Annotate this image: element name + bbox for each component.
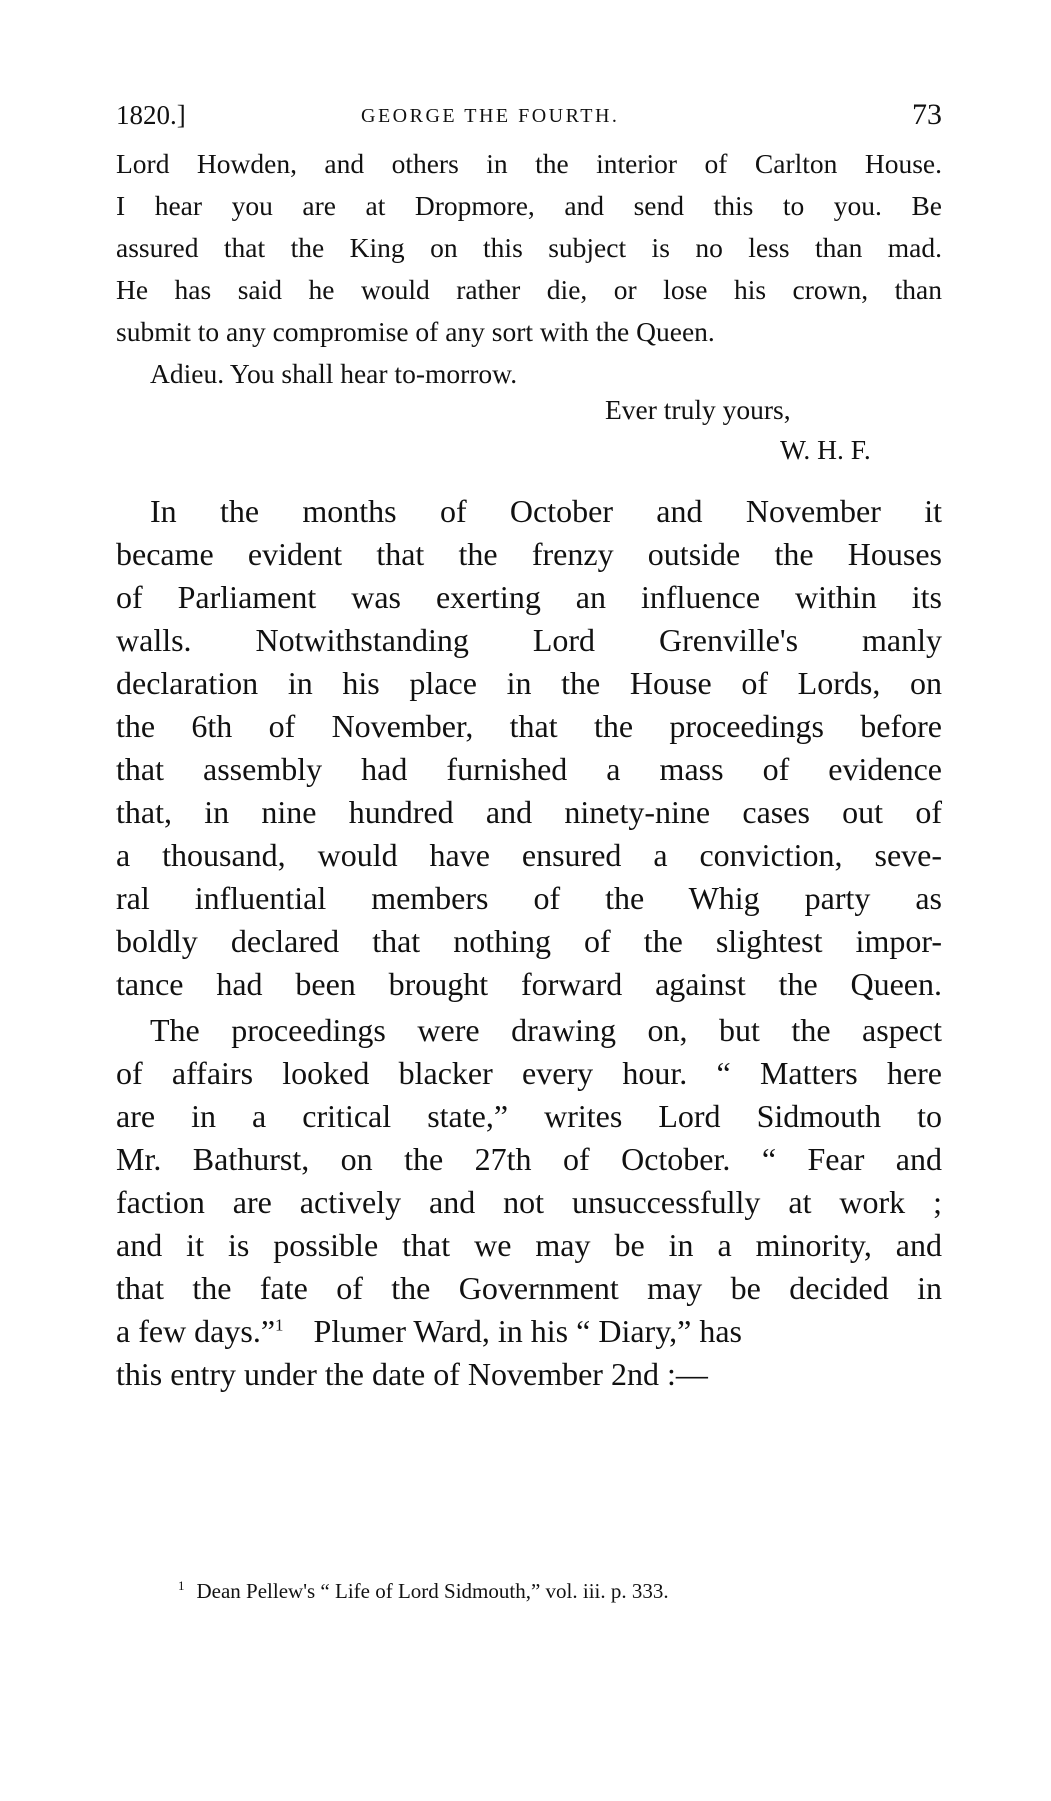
footnote bbox=[178, 1578, 669, 1604]
paragraph-line: of affairs looked blacker every hour. “ Matters here bbox=[116, 1055, 942, 1091]
paragraph-line: are in a critical state,” writes Lord Sidmouth to bbox=[116, 1098, 942, 1134]
page-header bbox=[116, 100, 942, 140]
paragraph-line: this entry under the date of November 2nd :— bbox=[116, 1356, 708, 1392]
letter-closing: Ever truly yours, bbox=[605, 394, 791, 425]
paragraph-line: became evident that the frenzy outside the Houses bbox=[116, 536, 942, 572]
footnote-marker: 1 bbox=[178, 1578, 185, 1593]
paragraph-line: ral influential members of the Whig party as bbox=[116, 880, 942, 916]
page-number: 73 bbox=[912, 98, 942, 131]
paragraph-line: that assembly had furnished a mass of evidence bbox=[116, 751, 942, 787]
paragraph-line-start: a few days.” bbox=[116, 1313, 276, 1349]
footnote-text: Dean Pellew's “ Life of Lord Sidmouth,” vol. iii. p. 333. bbox=[196, 1579, 669, 1603]
paragraph-line-rest: Plumer Ward, in his “ Diary,” has bbox=[313, 1313, 742, 1349]
letter-line: I hear you are at Dropmore, and send this to you. Be bbox=[116, 190, 942, 221]
paragraph-line: faction are actively and not unsuccessfully at work ; bbox=[116, 1184, 942, 1220]
paragraph-line: Mr. Bathurst, on the 27th of October. “ Fear and bbox=[116, 1141, 942, 1177]
letter-line: assured that the King on this subject is no less than mad. bbox=[116, 232, 942, 263]
paragraph-line: that the fate of the Government may be decided in bbox=[116, 1270, 942, 1306]
letter-line: He has said he would rather die, or lose his crown, than bbox=[116, 274, 942, 305]
paragraph-line: The proceedings were drawing on, but the aspect bbox=[150, 1012, 942, 1048]
letter-line: submit to any compromise of any sort with the Queen. bbox=[116, 316, 715, 347]
letter-line: Lord Howden, and others in the interior of Carlton House. bbox=[116, 148, 942, 179]
paragraph-line: boldly declared that nothing of the slightest impor- bbox=[116, 923, 942, 959]
header-year: 1820.] bbox=[116, 100, 186, 130]
paragraph-line: of Parliament was exerting an influence within its bbox=[116, 579, 942, 615]
footnote-reference: 1 bbox=[275, 1315, 284, 1335]
paragraph-line: that, in nine hundred and ninety-nine cases out of bbox=[116, 794, 942, 830]
running-title: GEORGE THE FOURTH. bbox=[361, 105, 620, 127]
paragraph-line: walls. Notwithstanding Lord Grenville's manly bbox=[116, 622, 942, 658]
letter-signature: W. H. F. bbox=[780, 434, 871, 465]
paragraph-line: In the months of October and November it bbox=[150, 493, 942, 529]
paragraph-line: a thousand, would have ensured a conviction, seve- bbox=[116, 837, 942, 873]
paragraph-line: and it is possible that we may be in a minority, and bbox=[116, 1227, 942, 1263]
paragraph-line: tance had been brought forward against the Queen. bbox=[116, 966, 942, 1002]
paragraph-line: declaration in his place in the House of Lords, on bbox=[116, 665, 942, 701]
letter-adieu: Adieu. You shall hear to-morrow. bbox=[150, 358, 518, 389]
paragraph-line-with-footnote bbox=[116, 1313, 942, 1350]
paragraph-line: the 6th of November, that the proceedings before bbox=[116, 708, 942, 744]
